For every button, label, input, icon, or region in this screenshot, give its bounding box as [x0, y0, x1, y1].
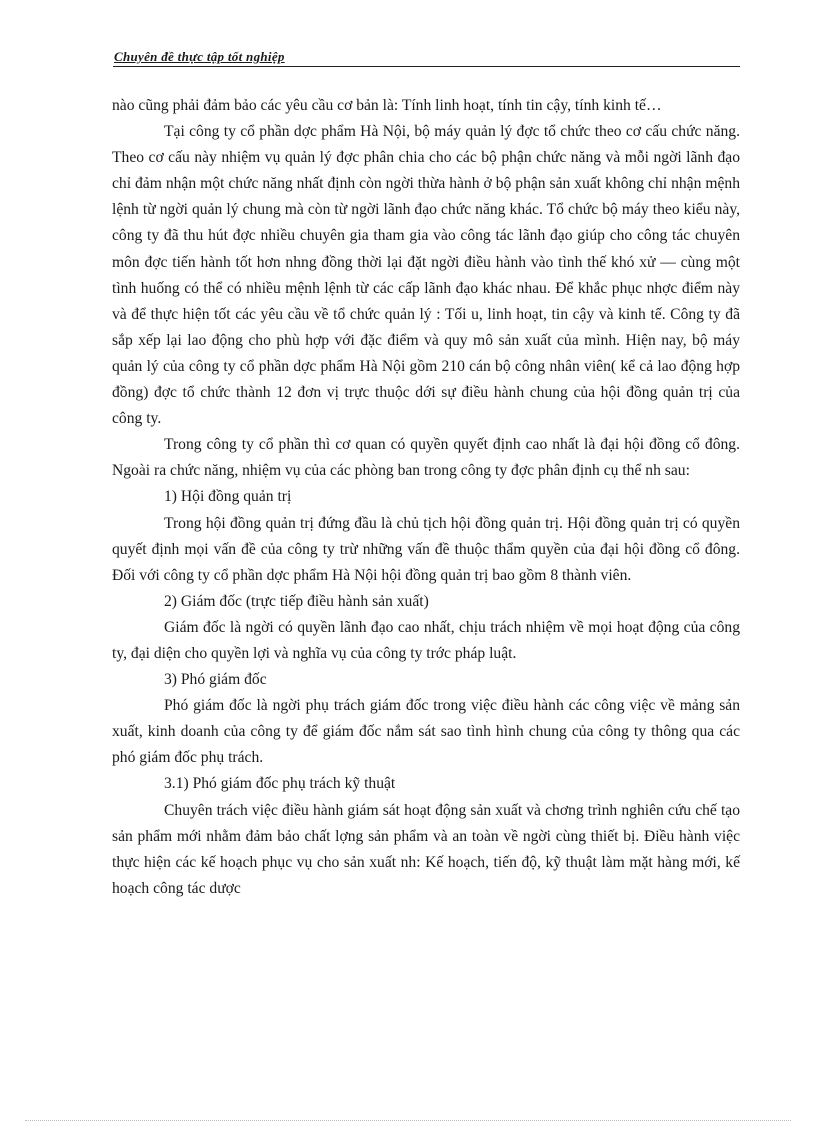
section-heading: 3) Phó giám đốc — [164, 671, 267, 689]
header-title: Chuyên đề thực tập tốt nghiệp — [114, 49, 285, 64]
page-header — [113, 48, 740, 67]
section-heading: 3.1) Phó giám đốc phụ trách kỹ thuật — [164, 775, 396, 793]
paragraph: Chuyên trách việc điều hành giám sát hoạt động sản xuất và chơng trình nghiên cứu chế tạo sản phẩm mới nhằm đảm bảo chất lợng sản phẩm và an toàn về ngời cùng thiết bị. Điều hành việc thực hiện các kế hoạch phục vụ cho sản xuất nh: Kế hoạch, tiến độ, kỹ thuật làm mặt hàng mới, kế hoạch công tác dược — [112, 801, 740, 897]
paragraph: Tại công ty cổ phần dợc phẩm Hà Nội, bộ máy quản lý đợc tổ chức theo cơ cấu chức năng. Theo cơ cấu này nhiệm vụ quản lý đợc phân chia cho các bộ phận chức năng và mỗi ngời lãnh đạo chỉ đảm nhận một chức năng nhất định còn ngời thừa hành ở bộ phận sản xuất không chỉ nhận mệnh lệnh từ ngời quản lý chung mà còn từ ngời lãnh đạo chức năng khác. Tổ chức bộ máy theo kiểu này, công ty đã thu hút đợc nhiều chuyên gia tham gia vào công tác lãnh đạo giúp cho công tác chuyên môn đợc tiến hành tốt hơn nhng đồng thời lại đặt ngời điều hành vào tình thế khó xử — cùng một tình huống có thể có nhiều mệnh lệnh từ các cấp lãnh đạo khác nhau. Để khắc phục nhợc điểm này và để thực hiện tốt các yêu cầu về tổ chức quản lý : Tối u, linh hoạt, tin cậy và kinh tế. Công ty đã sắp xếp lại lao động cho phù hợp với đặc điểm và quy mô sản xuất của mình. Hiện nay, bộ máy quản lý của công ty cổ phần dợc phẩm Hà Nội gồm 210 cán bộ công nhân viên( kể cả lao động hợp đồng) đợc tổ chức thành 12 đơn vị trực thuộc dới sự điều hành chung của hội đồng quản trị của công ty. — [112, 123, 740, 428]
paragraph: nào cũng phải đảm bảo các yêu cầu cơ bản là: Tính linh hoạt, tính tin cậy, tính kinh tế… — [112, 97, 662, 114]
section-heading: 2) Giám đốc (trực tiếp điều hành sản xuất) — [164, 592, 429, 610]
paragraph: Trong hội đồng quản trị đứng đầu là chủ tịch hội đồng quản trị. Hội đồng quản trị có quyền quyết định mọi vấn đề của công ty trừ những vấn đề thuộc thẩm quyền của đại hội đồng cổ đông. Đối với công ty cổ phần dợc phẩm Hà Nội hội đồng quản trị bao gồm 8 thành viên. — [112, 514, 740, 584]
section-heading: 1) Hội đồng quản trị — [164, 488, 292, 506]
page-bottom-rule — [25, 1120, 791, 1121]
paragraph: Phó giám đốc là ngời phụ trách giám đốc trong việc điều hành các công việc về mảng sản xuất, kinh doanh của công ty để giám đốc nắm sát sao tình hình chung của công ty thông qua các phó giám đốc phụ trách. — [112, 697, 740, 767]
paragraph: Trong công ty cổ phần thì cơ quan có quyền quyết định cao nhất là đại hội đồng cổ đông. Ngoài ra chức năng, nhiệm vụ của các phòng ban trong công ty đợc phân định cụ thể nh sau: — [112, 436, 740, 480]
document-body — [112, 93, 740, 902]
paragraph: Giám đốc là ngời có quyền lãnh đạo cao nhất, chịu trách nhiệm về mọi hoạt động của công ty, đại diện cho quyền lợi và nghĩa vụ của công ty trớc pháp luật. — [112, 618, 740, 662]
